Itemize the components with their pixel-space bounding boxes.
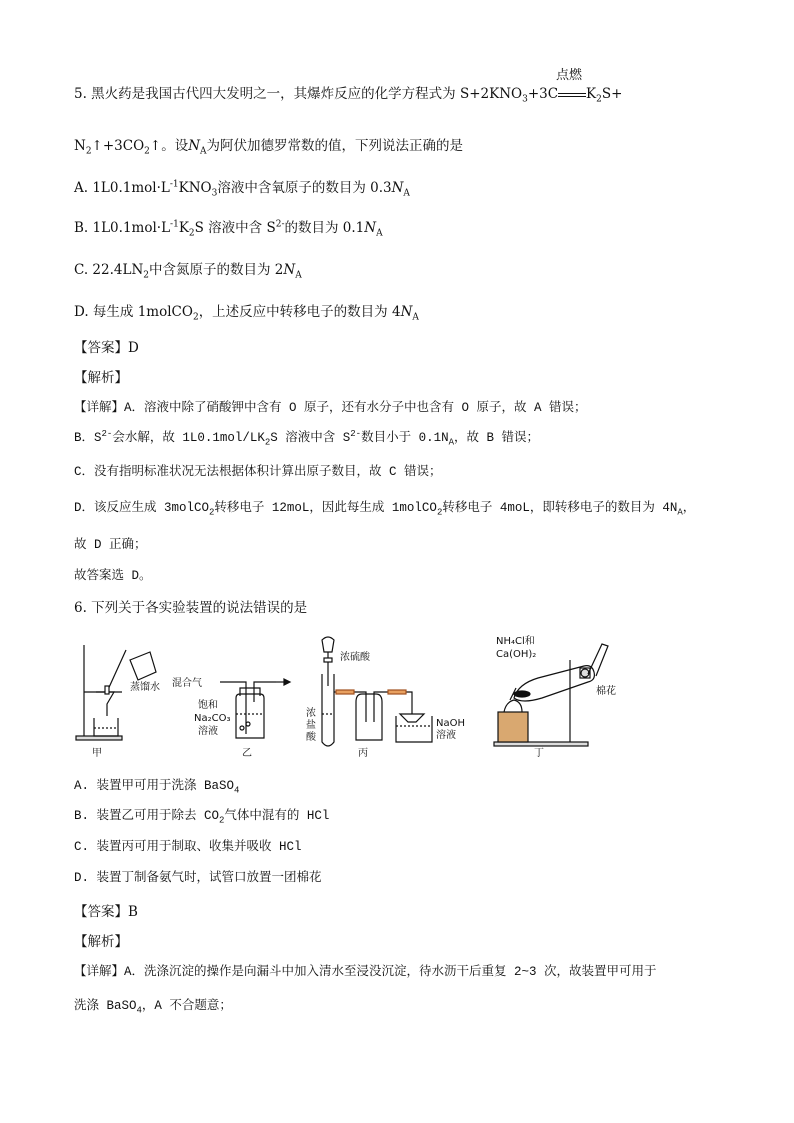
label-saturated: 饱和: [198, 700, 218, 711]
na-symbol: N: [188, 138, 201, 154]
subscript: 2: [264, 437, 271, 448]
q5-answer: 【答案】D: [74, 340, 139, 356]
q6-answer: 【答案】B: [74, 904, 138, 920]
q5-option-b: [74, 218, 383, 238]
q5-option-a: [74, 178, 410, 198]
q6-option-d: D. 装置丁制备氨气时，试管口放置一团棉花: [74, 871, 322, 885]
co2-text: ↑+3CO: [91, 138, 145, 154]
label-distilled-water: 蒸馏水: [130, 682, 160, 693]
opt-b-rest: 的数目为 0.1: [284, 220, 365, 236]
opt-a-rest: 溶液中含氧原子的数目为 0.3: [217, 180, 392, 196]
apparatus-bing: [322, 637, 432, 746]
label-solution: 溶液: [198, 726, 218, 737]
subscript: 2: [436, 507, 443, 518]
opt-b-mid: S 溶液中含 S: [194, 220, 276, 236]
subscript: 3: [211, 188, 218, 199]
reaction-arrow: [556, 67, 586, 102]
opt-a-text: A. 装置甲可用于洗涤 BaSO: [74, 779, 235, 793]
q5-plus3c: +3C: [527, 86, 559, 102]
detail-b-text: 会水解，故 1L0.1mol/LK: [112, 431, 265, 445]
detail-d-mid: 转移电子 12moL，因此每生成 1molCO: [214, 501, 437, 515]
q5-detail-a: 【详解】A．溶液中除了硝酸钾中含有 O 原子，还有水分子中也含有 O 原子，故 A 错误；: [74, 401, 587, 415]
label-conc-hcl-2: 盐: [306, 720, 316, 731]
q6-detail-a-line2: [74, 996, 232, 1016]
subscript: A: [200, 146, 207, 157]
comma: ，: [682, 501, 696, 515]
subscript: 2: [209, 507, 215, 518]
subscript: 4: [136, 1005, 142, 1016]
opt-a-kno3: KNO: [178, 180, 212, 196]
q6-option-a: [74, 776, 239, 796]
subscript: A: [403, 188, 410, 199]
detail-b-end: ，故 B 错误；: [454, 431, 540, 445]
superscript: 2-: [350, 428, 362, 439]
q5-stem-text: 5. 黑火药是我国古代四大发明之一，其爆炸反应的化学方程式为 S+2KNO: [74, 86, 523, 102]
k2s-k: K: [586, 86, 597, 102]
subscript: 2: [143, 270, 150, 281]
subscript: 2: [144, 146, 150, 157]
label-bing: 丙: [358, 748, 368, 758]
opt-c-text: C. 22.4LN: [74, 262, 144, 278]
q6-analysis-heading: 【解析】: [74, 934, 128, 950]
label-ding: 丁: [534, 748, 544, 758]
k2s-rest: S+: [601, 86, 623, 102]
subscript: 2: [188, 228, 195, 239]
subscript: A: [677, 507, 683, 518]
label-caoh2: Ca(OH)₂: [496, 649, 537, 660]
q5-stem-line2: [74, 136, 463, 156]
subscript: 2: [596, 94, 602, 105]
q5-stem-line1: [74, 67, 623, 105]
opt-d-rest: ，上述反应中转移电子的数目为 4: [198, 304, 401, 320]
apparatus-yi: [220, 679, 290, 738]
na-symbol: N: [364, 220, 377, 236]
subscript: A: [376, 228, 383, 239]
na-symbol: N: [283, 262, 296, 278]
label-jia: 甲: [92, 748, 102, 758]
label-naoh: NaOH: [436, 718, 465, 729]
q6-stem: 6. 下列关于各实验装置的说法错误的是: [74, 600, 308, 616]
q5-conclusion: 故答案选 D。: [74, 569, 152, 583]
label-naoh-solution: 溶液: [436, 730, 456, 741]
detail-b-mid: S 溶液中含 S: [270, 431, 351, 445]
opt-b-text: B. 1L0.1mol·L: [74, 220, 171, 236]
detail-b-count: 数目小于 0.1N: [361, 431, 449, 445]
superscript: 2-: [275, 219, 285, 230]
opt-b-text: B. 装置乙可用于除去 CO: [74, 809, 220, 823]
reaction-condition: 点燃: [556, 67, 583, 83]
q5-stem-end: 为阿伏加德罗常数的值，下列说法正确的是: [206, 138, 464, 154]
superscript: -1: [170, 219, 179, 230]
subscript: 2: [192, 312, 199, 323]
q6-detail-a-line1: 【详解】A．洗涤沉淀的操作是向漏斗中加入清水至浸没沉淀，待水沥干后重复 2~3 次，故装置甲可用于: [74, 965, 657, 979]
apparatus-figure: [70, 630, 630, 758]
opt-a-text: A. 1L0.1mol·L: [74, 180, 170, 196]
subscript: 4: [234, 785, 240, 796]
q5-option-d: [74, 302, 419, 322]
q5-detail-d: [74, 498, 695, 518]
label-cotton: 棉花: [596, 686, 616, 697]
subscript: A: [448, 437, 454, 448]
opt-b-k: K: [178, 220, 189, 236]
opt-d-text: D. 每生成 1molCO: [74, 304, 193, 320]
na-symbol: N: [391, 180, 404, 196]
label-nh4cl: NH₄Cl和: [496, 636, 535, 647]
label-conc-hcl-3: 酸: [306, 732, 316, 743]
q6-option-b: [74, 806, 329, 826]
detail-a-end: ，A 不合题意；: [141, 999, 232, 1013]
opt-c-rest: 中含氮原子的数目为 2: [149, 262, 284, 278]
detail-d-rest: 转移电子 4moL，即转移电子的数目为 4N: [442, 501, 678, 515]
n2-n: N: [74, 138, 86, 154]
subscript: A: [295, 270, 302, 281]
q5-detail-c: C．没有指明标准状况无法根据体积计算出原子数目，故 C 错误；: [74, 465, 442, 479]
q5-detail-d-cont: 故 D 正确；: [74, 538, 147, 552]
q5-detail-b: [74, 428, 539, 448]
subscript: 3: [522, 94, 528, 105]
na-symbol: N: [400, 304, 413, 320]
detail-b-s: B．S: [74, 431, 102, 445]
q5-option-c: [74, 260, 302, 280]
superscript: -1: [169, 179, 179, 190]
subscript: A: [412, 312, 419, 323]
q6-option-c: C. 装置丙可用于制取、收集并吸收 HCl: [74, 840, 302, 854]
label-na2co3: Na₂CO₃: [194, 713, 231, 724]
subscript: 2: [85, 146, 92, 157]
detail-d-text: D．该反应生成 3molCO: [74, 501, 210, 515]
subscript: 2: [219, 815, 225, 826]
label-yi: 乙: [242, 748, 252, 758]
q5-stem-mid: ↑。设: [149, 138, 189, 154]
label-conc-hcl-1: 浓: [306, 708, 316, 719]
detail-a-text: 洗涤 BaSO: [74, 999, 137, 1013]
opt-b-rest: 气体中混有的 HCl: [224, 809, 330, 823]
label-conc-h2so4: 浓硫酸: [340, 652, 370, 663]
q5-analysis-heading: 【解析】: [74, 370, 128, 386]
superscript: 2-: [101, 428, 113, 439]
label-mixed-gas: 混合气: [172, 678, 202, 689]
